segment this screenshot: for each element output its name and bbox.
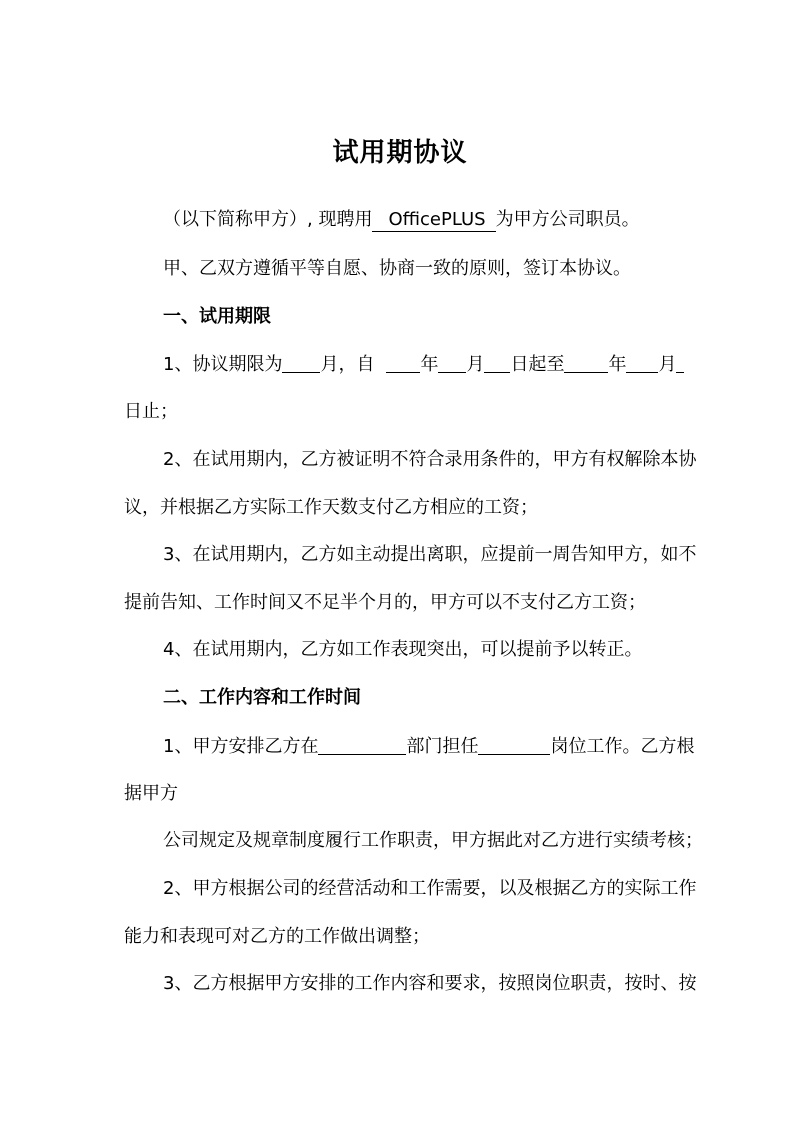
section1-clause3-line1: 3、在试用期内，乙方如主动提出离职，应提前一周告知甲方，如不 (163, 544, 697, 565)
section1-clause3-line2: 提前告知、工作时间又不足半个月的，甲方可以不支付乙方工资； (124, 592, 646, 613)
clause1-text-c: 年 (420, 354, 439, 375)
clause1-text-e: 日起至 (510, 354, 565, 375)
section2-heading: 二、工作内容和工作时间 (163, 687, 361, 708)
end-month-blank (626, 352, 658, 373)
section2-clause1-cont: 公司规定及规章制度履行工作职责，甲方据此对乙方进行实绩考核； (163, 830, 703, 851)
section1-clause1 (163, 352, 800, 377)
end-year-blank (564, 352, 608, 373)
clause1-text-f: 年 (608, 354, 627, 375)
department-blank (318, 734, 406, 755)
employee-name: OfficePLUS (372, 209, 495, 232)
section2-clause2-line1: 2、甲方根据公司的经营活动和工作需要，以及根据乙方的实际工作 (163, 878, 697, 899)
section1-clause2-line2: 议，并根据乙方实际工作天数支付乙方相应的工资； (124, 497, 538, 518)
document-title: 试用期协议 (332, 138, 468, 168)
intro-prefix: （以下简称甲方）, 现聘用 (163, 209, 373, 230)
clause1-text-b: 月，自 (320, 354, 375, 375)
section2-clause1-wrap: 据甲方 (124, 783, 178, 804)
s2-clause1-text-c: 岗位工作。乙方根 (550, 736, 695, 757)
section2-clause2-line2: 能力和表现可对乙方的工作做出调整； (124, 926, 430, 947)
s2-clause1-text-b: 部门担任 (406, 736, 479, 757)
s2-clause1-text-a: 1、甲方安排乙方在 (163, 736, 319, 757)
section2-clause3-line1: 3、乙方根据甲方安排的工作内容和要求，按照岗位职责，按时、按 (163, 973, 697, 994)
clause1-text-g: 月 (658, 354, 677, 375)
section1-clause1-end: 日止； (124, 401, 178, 422)
intro-suffix: 为甲方公司职员。 (495, 209, 640, 230)
section1-clause2-line1: 2、在试用期内，乙方被证明不符合录用条件的，甲方有权解除本协 (163, 449, 697, 470)
section1-clause4: 4、在试用期内，乙方如工作表现突出，可以提前予以转正。 (163, 639, 643, 660)
clause1-text-a: 1、协议期限为 (163, 354, 283, 375)
section1-heading: 一、试用期限 (163, 306, 271, 327)
section2-clause1 (163, 734, 800, 759)
months-blank (282, 352, 320, 373)
position-blank (478, 734, 550, 755)
start-day-blank (484, 352, 510, 373)
principle-line: 甲、乙双方遵循平等自愿、协商一致的原则，签订本协议。 (163, 258, 631, 279)
start-year-blank (386, 352, 420, 373)
end-day-blank (676, 352, 684, 373)
start-month-blank (438, 352, 466, 373)
clause1-text-d: 月 (466, 354, 485, 375)
intro-line (163, 208, 800, 232)
